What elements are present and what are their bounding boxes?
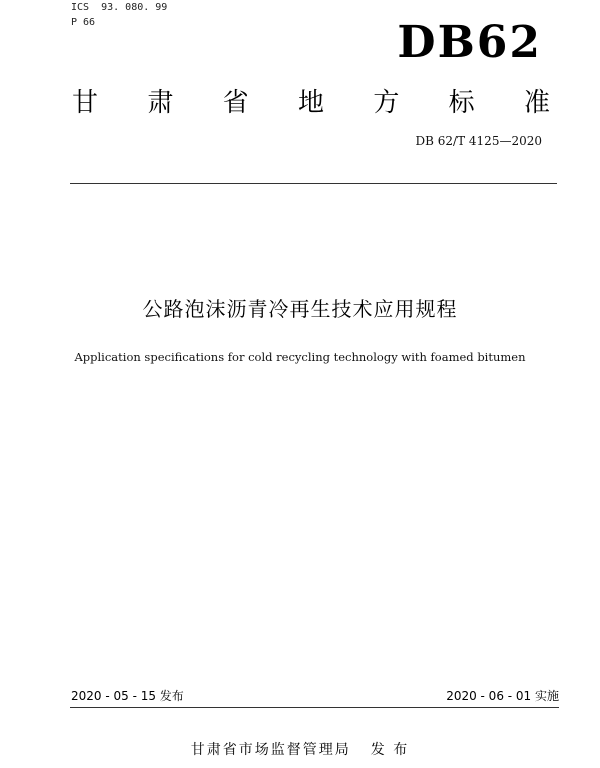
issuing-authority bbox=[0, 741, 600, 759]
category-char: 方 bbox=[373, 88, 400, 118]
standard-code-logo: DB62 bbox=[397, 17, 542, 68]
category-char: 地 bbox=[297, 88, 324, 118]
implementation-date: 2020 - 06 - 01 实施 bbox=[446, 689, 559, 703]
ccs-code: P 66 bbox=[71, 17, 96, 28]
issuer-name: 甘肃省市场监督管理局 bbox=[190, 742, 351, 758]
category-char: 肃 bbox=[147, 88, 174, 118]
issue-label: 发 布 bbox=[370, 742, 410, 758]
category-char: 标 bbox=[448, 88, 475, 118]
document-title-chinese: 公路泡沫沥青冷再生技术应用规程 bbox=[142, 297, 458, 321]
category-char: 准 bbox=[523, 88, 550, 118]
category-char: 甘 bbox=[72, 88, 99, 118]
document-title-english: Application specifications for cold recycling technology with foamed bitumen bbox=[74, 350, 526, 364]
category-char: 省 bbox=[222, 88, 249, 118]
standard-category bbox=[72, 86, 550, 120]
footer-divider bbox=[70, 707, 559, 708]
issue-date: 2020 - 05 - 15 发布 bbox=[71, 689, 184, 703]
header-divider bbox=[70, 183, 557, 184]
standard-number: DB 62/T 4125—2020 bbox=[415, 134, 542, 148]
ics-code: ICS 93. 080. 99 bbox=[71, 2, 168, 13]
